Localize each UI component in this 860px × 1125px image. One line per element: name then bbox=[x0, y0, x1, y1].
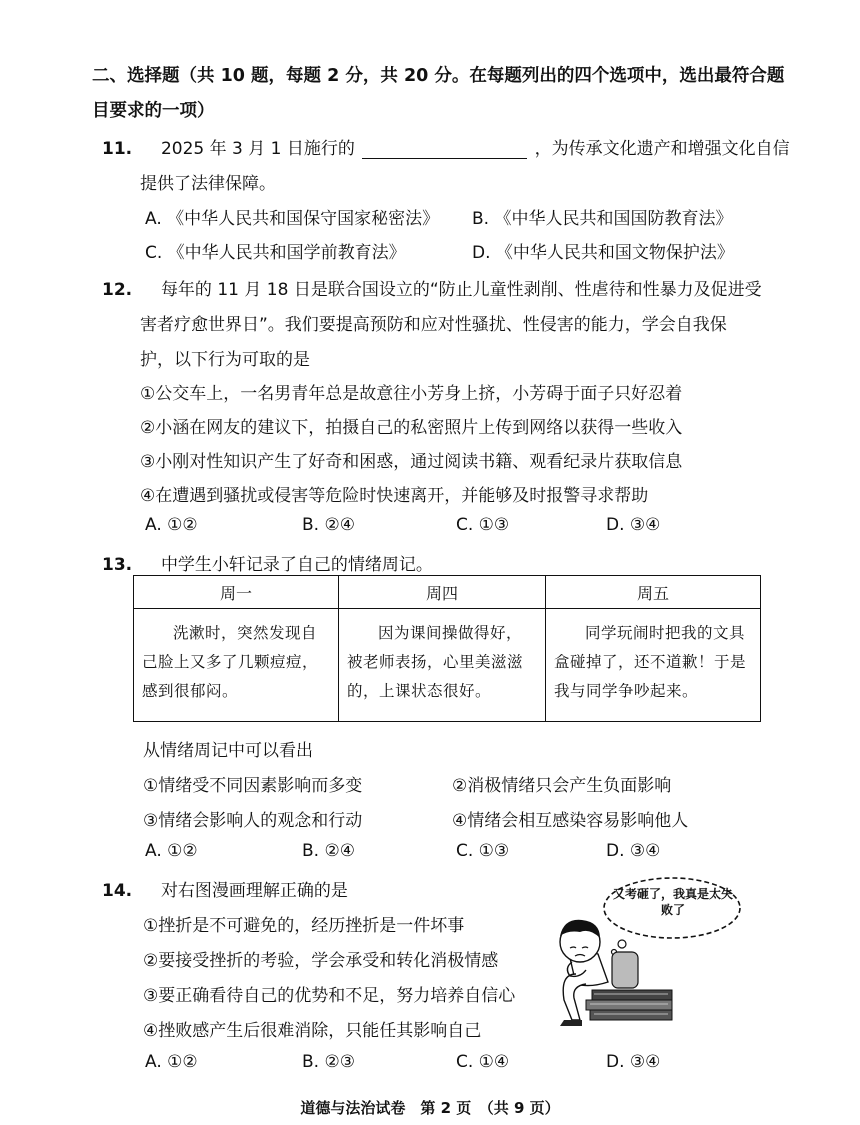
question-stem: 每年的 11 月 18 日是联合国设立的“防止儿童性剥削、性虐待和性暴力及促进受 bbox=[160, 280, 762, 300]
question-13-lead: 从情绪周记中可以看出 bbox=[143, 741, 313, 761]
option-c[interactable]: C. ①④ bbox=[456, 1052, 510, 1072]
question-number: 11. bbox=[102, 139, 133, 159]
table-cell: 同学玩闹时把我的文具盒碰掉了，还不道歉！于是我与同学争吵起来。 bbox=[546, 609, 761, 722]
table-cell: 因为课间操做得好，被老师表扬，心里美滋滋的，上课状态很好。 bbox=[339, 609, 546, 722]
question-11 bbox=[102, 134, 790, 159]
table-header-cell: 周四 bbox=[339, 576, 546, 609]
statement-2: ②要接受挫折的考验，学会承受和转化消极情感 bbox=[143, 951, 499, 971]
question-12-line3: 护，以下行为可取的是 bbox=[140, 350, 310, 370]
option-b[interactable]: B. 《中华人民共和国国防教育法》 bbox=[472, 209, 733, 229]
table-header-cell: 周五 bbox=[546, 576, 761, 609]
option-c[interactable]: C. ①③ bbox=[456, 841, 510, 861]
option-b[interactable]: B. ②④ bbox=[302, 841, 355, 861]
option-c[interactable]: C. ①③ bbox=[456, 515, 510, 535]
option-b[interactable]: B. ②④ bbox=[302, 515, 355, 535]
section-header-line1: 二、选择题（共 10 题，每题 2 分，共 20 分。在每题列出的四个选项中，选出最符合题 bbox=[92, 66, 785, 86]
question-stem: 对右图漫画理解正确的是 bbox=[160, 881, 348, 901]
option-a[interactable]: A. ①② bbox=[145, 841, 198, 861]
option-b[interactable]: B. ②③ bbox=[302, 1052, 355, 1072]
statement-1: ①挫折是不可避免的，经历挫折是一件坏事 bbox=[143, 916, 465, 936]
option-d[interactable]: D. ③④ bbox=[606, 1052, 661, 1072]
question-number: 14. bbox=[102, 881, 133, 901]
table-header-cell: 周一 bbox=[134, 576, 339, 609]
option-a[interactable]: A. 《中华人民共和国保守国家秘密法》 bbox=[145, 209, 440, 229]
mood-diary-table bbox=[133, 575, 761, 722]
question-number: 12. bbox=[102, 280, 133, 300]
option-a[interactable]: A. ①② bbox=[145, 1052, 198, 1072]
statement-2: ②消极情绪只会产生负面影响 bbox=[452, 776, 672, 796]
question-14 bbox=[102, 876, 348, 901]
option-d[interactable]: D. 《中华人民共和国文物保护法》 bbox=[472, 243, 734, 263]
question-number: 13. bbox=[102, 555, 133, 575]
section-header-line2: 目要求的一项） bbox=[92, 101, 215, 121]
statement-3: ③情绪会影响人的观念和行动 bbox=[143, 811, 363, 831]
statement-4: ④挫败感产生后很难消除，只能任其影响自己 bbox=[143, 1021, 482, 1041]
table-header-row bbox=[134, 576, 761, 609]
statement-3: ③要正确看待自己的优势和不足，努力培养自信心 bbox=[143, 986, 516, 1006]
statement-4: ④情绪会相互感染容易影响他人 bbox=[452, 811, 689, 831]
question-13 bbox=[102, 550, 433, 575]
question-stem: 中学生小轩记录了自己的情绪周记。 bbox=[160, 555, 433, 575]
page-footer: 道德与法治试卷 第 2 页 （共 9 页） bbox=[300, 1099, 560, 1117]
statement-3: ③小刚对性知识产生了好奇和困惑，通过阅读书籍、观看纪录片获取信息 bbox=[140, 452, 683, 472]
table-cell: 洗漱时，突然发现自己脸上又多了几颗痘痘，感到很郁闷。 bbox=[134, 609, 339, 722]
question-stem-cont: ，为传承文化遗产和增强文化自信 bbox=[534, 139, 790, 159]
option-a[interactable]: A. ①② bbox=[145, 515, 198, 535]
statement-4: ④在遭遇到骚扰或侵害等危险时快速离开，并能够及时报警寻求帮助 bbox=[140, 486, 649, 506]
question-11-line2: 提供了法律保障。 bbox=[140, 174, 276, 194]
statement-1: ①情绪受不同因素影响而多变 bbox=[143, 776, 363, 796]
option-c[interactable]: C. 《中华人民共和国学前教育法》 bbox=[145, 243, 406, 263]
table-row bbox=[134, 609, 761, 722]
answer-blank bbox=[362, 140, 527, 159]
question-stem: 2025 年 3 月 1 日施行的 bbox=[160, 139, 355, 159]
option-d[interactable]: D. ③④ bbox=[606, 841, 661, 861]
statement-1: ①公交车上，一名男青年总是故意往小芳身上挤，小芳碍于面子只好忍着 bbox=[140, 384, 683, 404]
speech-bubble-text: 又考砸了，我真是太失败了 bbox=[612, 887, 733, 917]
option-d[interactable]: D. ③④ bbox=[606, 515, 661, 535]
question-12-line2: 害者疗愈世界日”。我们要提高预防和应对性骚扰、性侵害的能力，学会自我保 bbox=[140, 315, 727, 335]
question-12 bbox=[102, 275, 762, 300]
statement-2: ②小涵在网友的建议下，拍摄自己的私密照片上传到网络以获得一些收入 bbox=[140, 418, 683, 438]
